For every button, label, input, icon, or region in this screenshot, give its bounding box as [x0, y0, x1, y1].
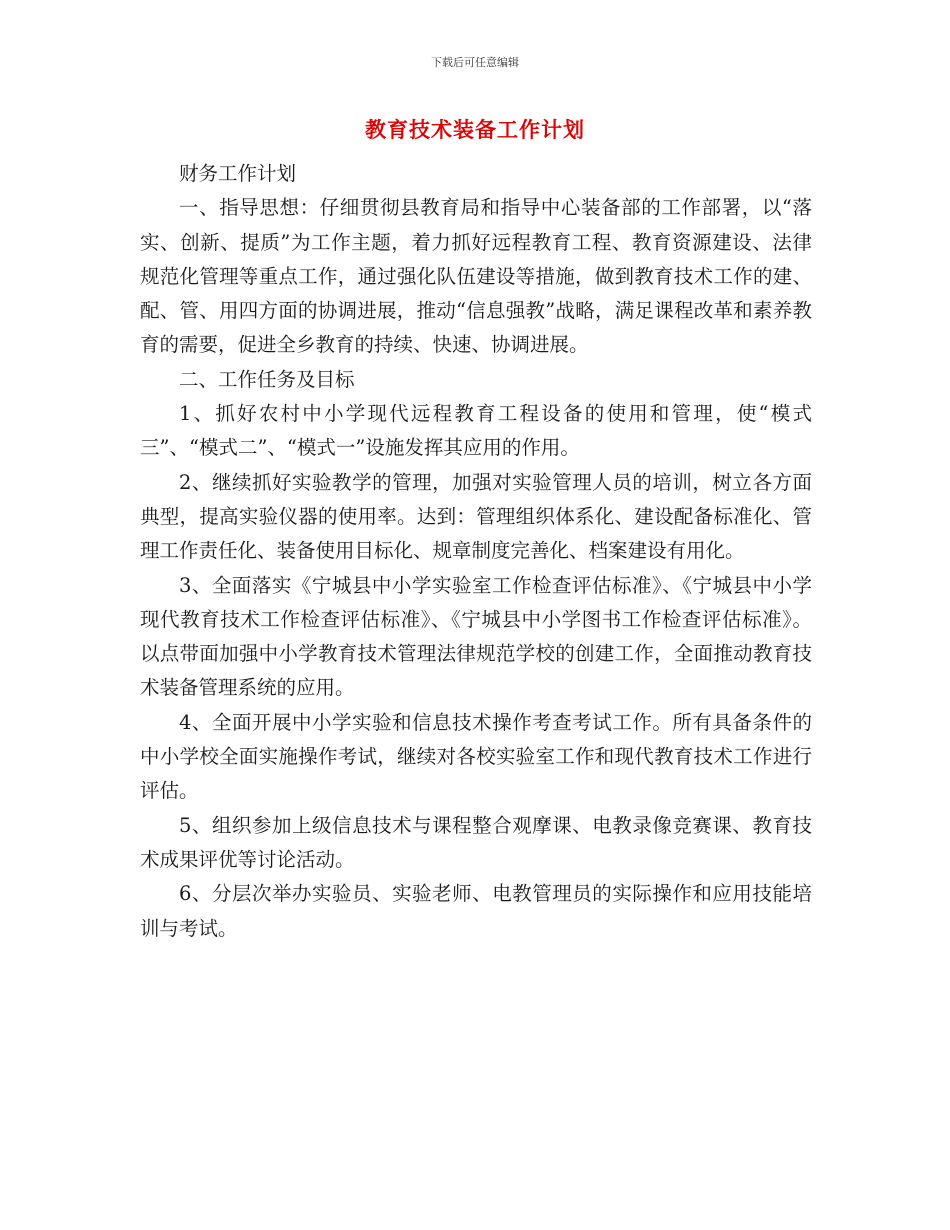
paragraph-task-6: 6、分层次举办实验员、实验老师、电教管理员的实际操作和应用技能培训与考试。: [140, 882, 812, 940]
paragraph-section-heading: 二、工作任务及目标: [179, 367, 355, 391]
document-title: 教育技术装备工作计划: [365, 118, 585, 142]
document-body: [140, 157, 812, 946]
paragraph-task-1: 1、抓好农村中小学现代远程教育工程设备的使用和管理，使“模式三”、“模式二”、“模式一”设施发挥其应用的作用。: [140, 402, 812, 460]
paragraph-subtitle: 财务工作计划: [179, 162, 297, 185]
paragraph-task-2: 2、继续抓好实验教学的管理，加强对实验管理人员的培训，树立各方面典型，提高实验仪器的使用率。达到：管理组织体系化、建设配备标准化、管理工作责任化、装备使用目标化、规章制度完善化、档案建设有用化。: [140, 470, 812, 563]
paragraph-task-3: 3、全面落实《宁城县中小学实验室工作检查评估标准》、《宁城县中小学现代教育技术工作检查评估标准》、《宁城县中小学图书工作检查评估标准》。以点带面加强中小学教育技术管理法律规范学校的创建工作，全面推动教育技术装备管理系统的应用。: [140, 573, 812, 700]
page-header-note: 下载后可任意编辑: [431, 56, 519, 69]
paragraph-guiding-ideology: 一、指导思想：仔细贯彻县教育局和指导中心装备部的工作部署，以“落实、创新、提质”为工作主题，着力抓好远程教育工程、教育资源建设、法律规范化管理等重点工作，通过强化队伍建设等措施，做到教育技术工作的建、配、管、用四方面的协调进展，推动“信息强教”战略，满足课程改革和素养教育的需要，促进全乡教育的持续、快速、协调进展。: [140, 196, 812, 357]
paragraph-task-4: 4、全面开展中小学实验和信息技术操作考查考试工作。所有具备条件的中小学校全面实施操作考试，继续对各校实验室工作和现代教育技术工作进行评估。: [140, 710, 812, 803]
paragraph-task-5: 5、组织参加上级信息技术与课程整合观摩课、电教录像竞赛课、教育技术成果评优等讨论活动。: [140, 813, 812, 871]
